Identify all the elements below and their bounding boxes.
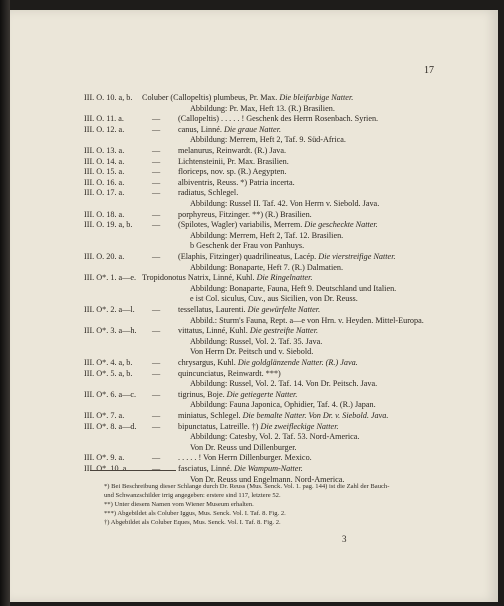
catalog-text bbox=[190, 230, 343, 241]
catalog-code: III. O. 10. a, b. bbox=[84, 93, 133, 102]
catalog-description: tessellatus, Laurenti. bbox=[178, 305, 246, 314]
catalog-code: III. O. 18. a. bbox=[84, 209, 125, 219]
common-name: Die bleifarbige Natter. bbox=[279, 93, 354, 102]
catalog-description: chrysargus, Kuhl. bbox=[178, 358, 236, 367]
catalog-text bbox=[178, 145, 286, 156]
ditto-dash: — bbox=[152, 389, 161, 399]
catalog-text bbox=[190, 262, 343, 273]
catalog-text bbox=[190, 346, 313, 357]
page-edge-shadow bbox=[0, 0, 10, 606]
footnote-line: ***) Abgebildet als Coluber Iggus, Mus. Senck. Vol. I. Taf. 8. Fig. 2. bbox=[104, 510, 286, 517]
catalog-code: III. O. 15. a. bbox=[84, 167, 125, 177]
catalog-code: III. O. 13. a. bbox=[84, 146, 125, 155]
catalog-code: III. O. 16. a. bbox=[84, 177, 125, 187]
ditto-dash: — bbox=[152, 114, 161, 124]
catalog-text bbox=[190, 315, 424, 326]
catalog-code: III. O. 12. a. bbox=[84, 124, 125, 134]
catalog-description: . . . . . ! Von Herrn Dillenburger. Mexico. bbox=[178, 453, 312, 463]
common-name: Die goldglänzende Natter. (R.) Java. bbox=[237, 358, 358, 367]
catalog-description: e ist Col. siculus, Cuv., aus Sicilien, von Dr. Reuss. bbox=[190, 294, 358, 304]
catalog-text bbox=[190, 293, 358, 304]
catalog-description: radiatus, Schlegel. bbox=[178, 188, 239, 198]
catalog-description: (Elaphis, Fitzinger) quadrilineatus, Lacép. bbox=[178, 252, 317, 261]
catalog-code: III. O*. 6. a—c. bbox=[84, 389, 137, 399]
common-name: Die Wampum-Natter. bbox=[233, 464, 303, 473]
catalog-description: albiventris, Reuss. *) Patria incerta. bbox=[178, 177, 295, 187]
catalog-code: III. O*. 3. a—h. bbox=[84, 326, 137, 336]
catalog-text bbox=[178, 113, 378, 124]
ditto-dash: — bbox=[152, 305, 161, 314]
catalog-description: Abbildung: Bonaparte, Heft 7. (R.) Dalmatien. bbox=[190, 262, 344, 272]
footnote-line: **) Unter diesem Namen vom Wiener Museum erhalten. bbox=[104, 501, 254, 508]
catalog-text bbox=[142, 272, 313, 283]
catalog-code: III. O*. 4. a, b. bbox=[84, 358, 133, 367]
catalog-code: III. O. 14. a. bbox=[84, 156, 125, 166]
catalog-code: III. O. 19. a, b. bbox=[84, 220, 133, 230]
ditto-dash: — bbox=[152, 124, 161, 134]
catalog-description: Von Herrn Dr. Peitsch und v. Siebold. bbox=[190, 347, 314, 357]
catalog-description: miniatus, Schlegel. bbox=[178, 411, 241, 420]
ditto-dash: — bbox=[152, 252, 161, 261]
catalog-code: III. O*. 9. a. bbox=[84, 453, 125, 463]
catalog-description: vittatus, Linné, Kuhl. bbox=[178, 326, 248, 336]
catalog-text bbox=[178, 368, 281, 379]
catalog-text bbox=[178, 325, 318, 336]
catalog-text bbox=[190, 431, 359, 442]
common-name: Die vierstreifige Natter. bbox=[318, 252, 396, 261]
ditto-dash: — bbox=[152, 188, 161, 198]
catalog-description: Abbildung: Russel II. Taf. 42. Von Herrn v. Siebold. Java. bbox=[190, 199, 380, 208]
ditto-dash: — bbox=[152, 177, 161, 187]
catalog-description: Von Dr. Reuss und Dillenburger. bbox=[190, 442, 297, 452]
catalog-text bbox=[178, 219, 378, 230]
catalog-text bbox=[190, 240, 304, 251]
catalog-text bbox=[178, 156, 289, 167]
catalog-description: tigrinus, Boje. bbox=[178, 389, 225, 399]
common-name: Die gescheckte Natter. bbox=[304, 220, 378, 230]
catalog-text bbox=[178, 177, 295, 188]
common-name: Die getiegerte Natter. bbox=[226, 389, 298, 399]
footnote-rule bbox=[90, 470, 176, 471]
footnote-line: und Schwanzschilder irrig angegeben: erstere sind 117, letztere 52. bbox=[104, 492, 281, 499]
catalog-description: Abbildung: Bonaparte, Fauna, Heft 9. Deutschland und Italien. bbox=[190, 283, 397, 293]
ditto-dash: — bbox=[152, 156, 161, 166]
catalog-text bbox=[190, 336, 322, 347]
ditto-dash: — bbox=[152, 358, 161, 367]
catalog-description: Von Dr. Reuss und Engelmann. Nord-America. bbox=[190, 474, 345, 484]
common-name: Die bemalte Natter. Von Dr. v. Siebold. Java. bbox=[242, 411, 389, 420]
signature-mark: 3 bbox=[342, 534, 347, 544]
catalog-code: III. O. 11. a. bbox=[84, 114, 124, 124]
catalog-code: III. O*. 7. a. bbox=[84, 411, 125, 420]
catalog-code: III. O*. 8. a—d. bbox=[84, 421, 137, 431]
catalog-text bbox=[190, 442, 297, 453]
catalog-description: Lichtensteinii, Pr. Max. Brasilien. bbox=[178, 156, 289, 166]
catalog-description: porphyreus, Fitzinger. **) (R.) Brasilien. bbox=[178, 209, 312, 219]
ditto-dash: — bbox=[152, 326, 161, 336]
catalog-description: Abbildung: Catesby, Vol. 2. Taf. 53. Nord-America. bbox=[190, 432, 360, 442]
catalog-description: Abbildung: Merrem, Heft 2, Taf. 12. Brasilien. bbox=[190, 230, 344, 240]
catalog-description: melanurus, Reinwardt. (R.) Java. bbox=[178, 146, 287, 155]
catalog-text bbox=[190, 103, 335, 114]
catalog-text bbox=[190, 378, 377, 389]
catalog-code: III. O*. 2. a—l. bbox=[84, 305, 135, 314]
catalog-description: Coluber (Callopeltis) plumbeus, Pr. Max. bbox=[142, 93, 278, 102]
common-name: Die gestreifte Natter. bbox=[249, 326, 319, 336]
ditto-dash: — bbox=[152, 411, 161, 420]
ditto-dash: — bbox=[152, 421, 161, 431]
common-name: Die Ringelnatter. bbox=[256, 273, 313, 283]
catalog-description: Abbildung: Russel, Vol. 2. Taf. 35. Java. bbox=[190, 336, 323, 346]
catalog-code: III. O. 20. a. bbox=[84, 252, 125, 261]
catalog-description: Tropidonotus Natrix, Linné, Kuhl. bbox=[142, 273, 255, 283]
catalog-text bbox=[178, 166, 286, 177]
catalog-text bbox=[178, 357, 358, 368]
catalog-text bbox=[178, 187, 238, 198]
catalog-description: fasciatus, Linné. bbox=[178, 464, 232, 473]
page-number: 17 bbox=[424, 65, 434, 76]
common-name: Die graue Natter. bbox=[223, 124, 282, 134]
catalog-code: III. O*. 10. a. bbox=[84, 464, 129, 473]
catalog-description: Abbildung: Fauna Japonica, Ophidier, Taf. 4. (R.) Japan. bbox=[190, 400, 376, 410]
ditto-dash: — bbox=[152, 220, 161, 230]
catalog-description: (Spilotes, Wagler) variabilis, Merrem. bbox=[178, 220, 303, 230]
catalog-description: (Callopeltis) . . . . . ! Geschenk des Herrn Rosenbach. Syrien. bbox=[178, 114, 379, 124]
common-name: Die gewürfelte Natter. bbox=[247, 305, 321, 314]
catalog-text bbox=[178, 209, 312, 220]
catalog-text bbox=[190, 134, 346, 145]
catalog-text bbox=[190, 283, 396, 294]
catalog-text bbox=[142, 92, 353, 103]
ditto-dash: — bbox=[152, 146, 161, 155]
catalog-text bbox=[178, 124, 281, 135]
catalog-text bbox=[190, 198, 379, 209]
catalog-text bbox=[178, 463, 303, 474]
catalog-text bbox=[178, 410, 388, 421]
catalog-description: Abbildung: Russel, Vol. 2. Taf. 14. Von Dr. Peitsch. Java. bbox=[190, 379, 378, 389]
footnote-line: *) Bei Beschreibung dieser Schlange durch Dr. Reuss (Mus. Senck. Vol. 1. pag. 144) ist die Zahl der Bauch- bbox=[104, 483, 390, 490]
catalog-description: b Geschenk der Frau von Panhuys. bbox=[190, 241, 305, 251]
ditto-dash: — bbox=[152, 453, 161, 463]
catalog-text bbox=[178, 452, 312, 463]
catalog-description: bipunctatus, Latreille. †) bbox=[178, 421, 259, 431]
catalog-description: Abbildung: Pr. Max, Heft 13. (R.) Brasilien. bbox=[190, 103, 335, 113]
ditto-dash: — bbox=[152, 167, 161, 177]
catalog-code: III. O*. 5. a, b. bbox=[84, 368, 133, 378]
catalog-description: canus, Linné. bbox=[178, 124, 222, 134]
catalog-description: Abbild.: Sturm's Fauna, Rept. a—e von Hrn. v. Heyden. Mittel-Europa. bbox=[190, 315, 424, 325]
footnote-line: †) Abgebildet als Coluber Eques, Mus. Senck. Vol. I. Taf. 8. Fig. 2. bbox=[104, 519, 281, 526]
catalog-text bbox=[178, 389, 297, 400]
catalog-text bbox=[178, 304, 320, 315]
ditto-dash: — bbox=[152, 209, 161, 219]
catalog-code: III. O. 17. a. bbox=[84, 188, 125, 198]
catalog-description: Abbildung: Merrem, Heft 2, Taf. 9. Süd-Africa. bbox=[190, 135, 346, 145]
catalog-description: floriceps, nov. sp. (R.) Aegypten. bbox=[178, 167, 287, 177]
catalog-description: quincunciatus, Reinwardt. ***) bbox=[178, 368, 281, 378]
common-name: Die zweifleckige Natter. bbox=[260, 421, 339, 431]
catalog-code: III. O*. 1. a—e. bbox=[84, 273, 137, 283]
catalog-text bbox=[190, 399, 376, 410]
ditto-dash: — bbox=[152, 368, 161, 378]
catalog-text bbox=[178, 251, 396, 262]
catalog-text bbox=[178, 421, 339, 432]
ditto-dash: — bbox=[152, 464, 161, 473]
